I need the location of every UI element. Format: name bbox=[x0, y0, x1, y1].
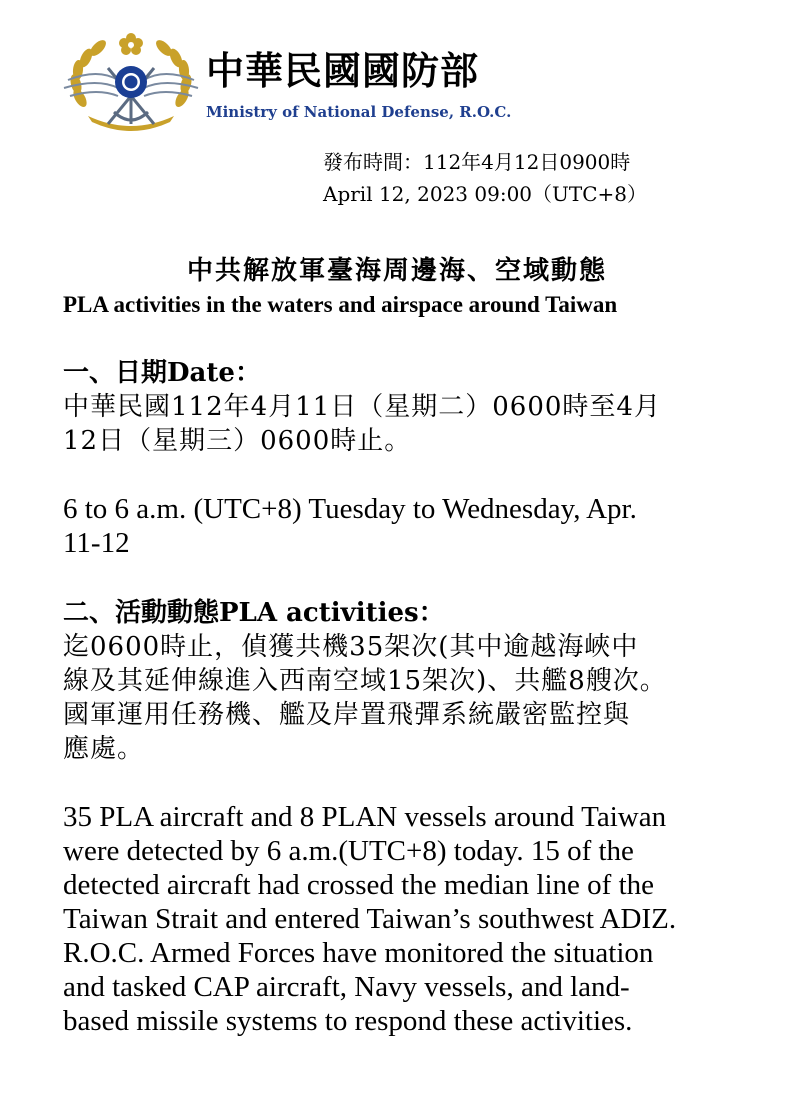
section-zh-line: 中華民國112年4月11日（星期二）0600時至4月 bbox=[63, 392, 661, 422]
section-en-line: were detected by 6 a.m.(UTC+8) today. 15 of the bbox=[63, 835, 634, 867]
section-zh-line: 迄0600時止，偵獲共機35架次(其中逾越海峽中 bbox=[63, 632, 639, 662]
section-en-line: based missile systems to respond these activities. bbox=[63, 1005, 633, 1037]
section-date bbox=[63, 356, 763, 560]
ministry-name-en: Ministry of National Defense, R.O.C. bbox=[206, 103, 512, 121]
section-en-line: Taiwan Strait and entered Taiwan’s southwest ADIZ. bbox=[63, 903, 677, 935]
section-en-line: 6 to 6 a.m. (UTC+8) Tuesday to Wednesday, Apr. bbox=[63, 493, 637, 525]
release-time-zh: 發布時間：112年4月12日0900時 bbox=[323, 150, 631, 174]
section-zh-line: 國軍運用任務機、艦及岸置飛彈系統嚴密監控與 bbox=[63, 700, 631, 730]
section-en-line: R.O.C. Armed Forces have monitored the situation bbox=[63, 937, 654, 969]
section-en-line: detected aircraft had crossed the median line of the bbox=[63, 869, 655, 901]
section-activities bbox=[63, 596, 763, 1038]
section-heading: 二、活動動態PLA activities： bbox=[63, 598, 445, 628]
release-time bbox=[323, 146, 647, 210]
document-title-en: PLA activities in the waters and airspace around Taiwan bbox=[63, 292, 618, 317]
section-zh-line: 應處。 bbox=[63, 734, 145, 764]
release-time-en: April 12, 2023 09:00（UTC+8） bbox=[323, 182, 647, 206]
section-en-line: and tasked CAP aircraft, Navy vessels, and land- bbox=[63, 971, 630, 1003]
section-zh-line: 12日（星期三）0600時止。 bbox=[63, 426, 412, 456]
section-heading: 一、日期Date： bbox=[63, 358, 261, 388]
ministry-name-zh: 中華民國國防部 bbox=[206, 49, 480, 93]
document-title-zh: 中共解放軍臺海周邊海、空域動態 bbox=[186, 256, 607, 286]
section-en-line: 11-12 bbox=[63, 527, 130, 559]
mnd-emblem-icon bbox=[58, 28, 204, 140]
section-en-line: 35 PLA aircraft and 8 PLAN vessels around Taiwan bbox=[63, 801, 667, 833]
section-zh-line: 線及其延伸線進入西南空域15架次)、共艦8艘次。 bbox=[63, 666, 667, 696]
